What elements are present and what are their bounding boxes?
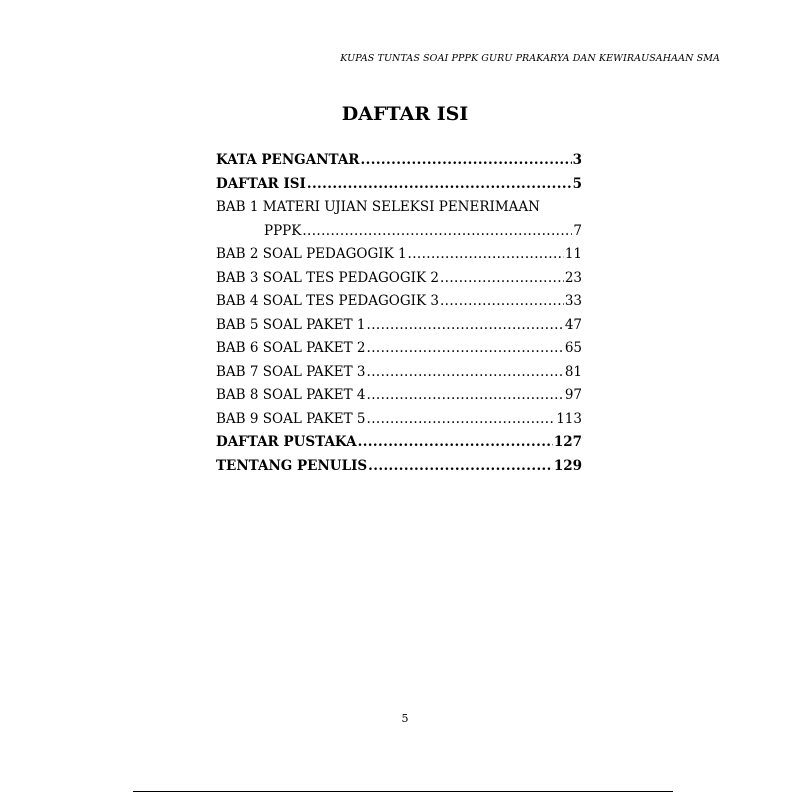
toc-entry-bab-1-line-2: [216, 220, 582, 244]
toc-entry-label: PPPK: [264, 222, 302, 239]
running-header: KUPAS TUNTAS SOAI PPPK GURU PRAKARYA DAN KEWIRAUSAHAAN SMA: [340, 53, 720, 64]
dot-leader: [440, 267, 564, 291]
toc-entry-page: 127: [553, 434, 582, 450]
dot-leader: [367, 408, 556, 432]
toc-entry-page: 7: [573, 222, 582, 239]
toc-entry-bab-9: [216, 408, 582, 432]
dot-leader: [367, 361, 564, 385]
toc-entry-bab-7: [216, 361, 582, 385]
toc-entry-page: 33: [564, 293, 582, 309]
toc-entry-label: BAB 8 SOAL PAKET 4: [216, 387, 366, 403]
toc-entry-bab-6: [216, 337, 582, 361]
table-of-contents: [216, 149, 582, 478]
toc-entry-daftar-pustaka: [216, 431, 582, 455]
dot-leader: [302, 220, 572, 244]
toc-entry-page: 5: [572, 175, 582, 192]
toc-entry-label: TENTANG PENULIS: [216, 457, 368, 474]
toc-entry-label: KATA PENGANTAR: [216, 152, 360, 168]
dot-leader: [307, 173, 572, 197]
dot-leader: [361, 149, 572, 173]
toc-entry-label: BAB 6 SOAL PAKET 2: [216, 340, 366, 356]
toc-entry-bab-2: [216, 243, 582, 267]
toc-entry-page: 23: [564, 269, 582, 286]
toc-entry-page: 113: [556, 410, 582, 427]
dot-leader: [367, 384, 564, 408]
toc-entry-kata-pengantar: [216, 149, 582, 173]
dot-leader: [408, 243, 564, 267]
toc-entry-bab-3: [216, 267, 582, 291]
toc-entry-label: DAFTAR PUSTAKA: [216, 434, 357, 450]
toc-entry-label: DAFTAR ISI: [216, 175, 306, 192]
toc-entry-page: 47: [564, 316, 582, 333]
toc-entry-label: BAB 4 SOAL TES PEDAGOGIK 3: [216, 293, 439, 309]
toc-entry-page: 11: [564, 246, 582, 262]
toc-entry-label: BAB 2 SOAL PEDAGOGIK 1: [216, 246, 407, 262]
toc-entry-bab-4: [216, 290, 582, 314]
dot-leader: [367, 337, 564, 361]
toc-entry-label: BAB 7 SOAL PAKET 3: [216, 363, 366, 380]
toc-entry-bab-1-line-1: [216, 196, 582, 220]
toc-entry-label: BAB 3 SOAL TES PEDAGOGIK 2: [216, 269, 439, 286]
page-number: 5: [401, 712, 409, 725]
toc-entry-tentang-penulis: [216, 455, 582, 479]
toc-entry-page: 3: [572, 152, 582, 168]
toc-entry-page: 65: [564, 340, 582, 356]
dot-leader: [367, 314, 564, 338]
page-title: DAFTAR ISI: [341, 103, 469, 125]
toc-entry-page: 81: [564, 363, 582, 380]
toc-entry-daftar-isi: [216, 173, 582, 197]
toc-entry-label: BAB 5 SOAL PAKET 1: [216, 316, 366, 333]
toc-entry-page: 129: [553, 457, 582, 474]
toc-entry-bab-5: [216, 314, 582, 338]
toc-entry-page: 97: [564, 387, 582, 403]
toc-entry-label: BAB 1 MATERI UJIAN SELEKSI PENERIMAAN: [216, 199, 540, 215]
toc-entry-bab-8: [216, 384, 582, 408]
dot-leader: [440, 290, 564, 314]
bottom-divider: [133, 791, 673, 792]
dot-leader: [368, 455, 553, 479]
dot-leader: [358, 431, 553, 455]
toc-entry-label: BAB 9 SOAL PAKET 5: [216, 410, 366, 427]
